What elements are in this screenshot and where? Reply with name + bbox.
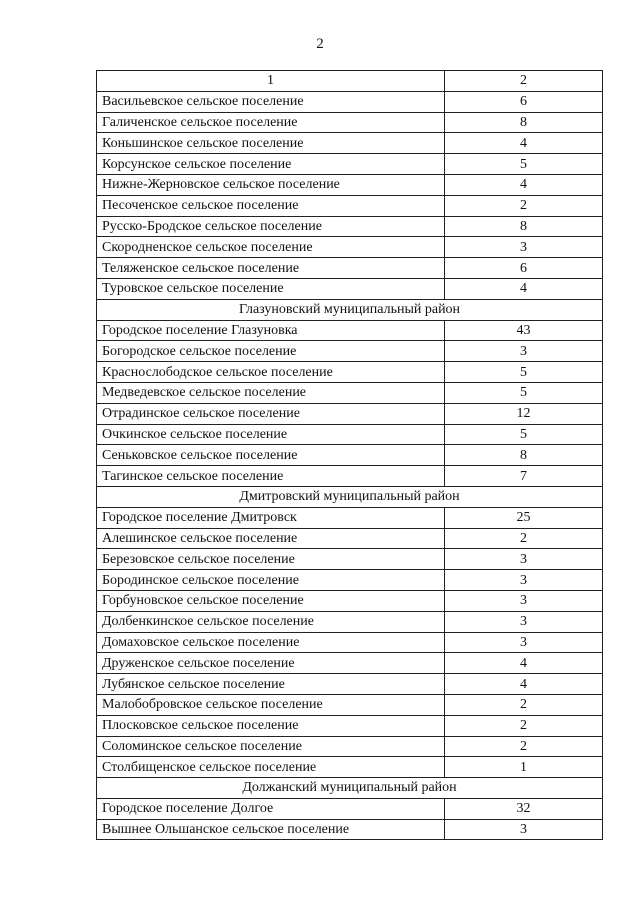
settlement-value: 2 — [445, 694, 603, 715]
table-row — [97, 91, 603, 112]
table-row — [97, 320, 603, 341]
table-row — [97, 112, 603, 133]
table-row — [97, 216, 603, 237]
table-row — [97, 570, 603, 591]
table-row — [97, 154, 603, 175]
table-row — [97, 736, 603, 757]
settlement-name: Туровское сельское поселение — [97, 278, 445, 299]
settlement-name: Городское поселение Глазуновка — [97, 320, 445, 341]
table-row — [97, 237, 603, 258]
settlement-name: Лубянское сельское поселение — [97, 674, 445, 695]
table-row — [97, 133, 603, 154]
district-header-row — [97, 778, 603, 799]
district-name: Дмитровский муниципальный район — [97, 486, 603, 507]
table-row — [97, 819, 603, 840]
settlement-name: Васильевское сельское поселение — [97, 91, 445, 112]
settlement-value: 5 — [445, 424, 603, 445]
settlement-name: Теляженское сельское поселение — [97, 258, 445, 279]
settlement-name: Очкинское сельское поселение — [97, 424, 445, 445]
settlement-value: 7 — [445, 466, 603, 487]
table-row — [97, 174, 603, 195]
table-body — [97, 71, 603, 840]
table-row — [97, 341, 603, 362]
settlement-name: Тагинское сельское поселение — [97, 466, 445, 487]
table-row — [97, 278, 603, 299]
table-row — [97, 362, 603, 383]
settlement-value: 5 — [445, 362, 603, 383]
settlement-name: Скородненское сельское поселение — [97, 237, 445, 258]
district-header-row — [97, 299, 603, 320]
settlement-value: 3 — [445, 570, 603, 591]
column-header-2: 2 — [445, 71, 603, 92]
settlements-table — [96, 70, 603, 840]
table-row — [97, 798, 603, 819]
settlement-value: 12 — [445, 403, 603, 424]
table-row — [97, 528, 603, 549]
table-row — [97, 694, 603, 715]
settlement-value: 3 — [445, 341, 603, 362]
settlement-value: 3 — [445, 632, 603, 653]
table-row — [97, 632, 603, 653]
column-header-1: 1 — [97, 71, 445, 92]
settlement-name: Отрадинское сельское поселение — [97, 403, 445, 424]
settlement-value: 8 — [445, 216, 603, 237]
table-row — [97, 507, 603, 528]
district-name: Глазуновский муниципальный район — [97, 299, 603, 320]
settlement-name: Столбищенское сельское поселение — [97, 757, 445, 778]
settlement-value: 4 — [445, 278, 603, 299]
settlement-value: 4 — [445, 174, 603, 195]
settlement-value: 5 — [445, 382, 603, 403]
table-row — [97, 674, 603, 695]
table-row — [97, 424, 603, 445]
settlement-value: 3 — [445, 590, 603, 611]
settlement-value: 4 — [445, 133, 603, 154]
table-row — [97, 653, 603, 674]
settlement-name: Плосковское сельское поселение — [97, 715, 445, 736]
settlement-name: Галиченское сельское поселение — [97, 112, 445, 133]
settlement-value: 8 — [445, 112, 603, 133]
settlement-name: Корсунское сельское поселение — [97, 154, 445, 175]
settlement-value: 3 — [445, 819, 603, 840]
settlement-name: Городское поселение Долгое — [97, 798, 445, 819]
table-row — [97, 611, 603, 632]
settlement-name: Нижне-Жерновское сельское поселение — [97, 174, 445, 195]
settlement-name: Вышнее Ольшанское сельское поселение — [97, 819, 445, 840]
settlement-name: Бородинское сельское поселение — [97, 570, 445, 591]
table-row — [97, 757, 603, 778]
settlement-name: Березовское сельское поселение — [97, 549, 445, 570]
table-row — [97, 382, 603, 403]
settlement-name: Песоченское сельское поселение — [97, 195, 445, 216]
settlement-value: 3 — [445, 611, 603, 632]
settlement-value: 3 — [445, 237, 603, 258]
settlement-name: Соломинское сельское поселение — [97, 736, 445, 757]
settlement-name: Алешинское сельское поселение — [97, 528, 445, 549]
settlement-name: Медведевское сельское поселение — [97, 382, 445, 403]
settlement-value: 32 — [445, 798, 603, 819]
settlement-name: Малобобровское сельское поселение — [97, 694, 445, 715]
settlement-value: 1 — [445, 757, 603, 778]
table-row — [97, 549, 603, 570]
table-row — [97, 403, 603, 424]
settlement-value: 6 — [445, 258, 603, 279]
table-row — [97, 466, 603, 487]
settlement-name: Краснослободское сельское поселение — [97, 362, 445, 383]
settlement-value: 25 — [445, 507, 603, 528]
settlement-value: 4 — [445, 674, 603, 695]
page-number: 2 — [316, 36, 324, 52]
settlement-value: 2 — [445, 715, 603, 736]
table-row — [97, 195, 603, 216]
settlement-value: 2 — [445, 528, 603, 549]
settlement-value: 2 — [445, 195, 603, 216]
table-row — [97, 715, 603, 736]
table-row — [97, 258, 603, 279]
district-name: Должанский муниципальный район — [97, 778, 603, 799]
settlement-name: Сеньковское сельское поселение — [97, 445, 445, 466]
settlement-value: 4 — [445, 653, 603, 674]
table-header-row — [97, 71, 603, 92]
settlement-name: Горбуновское сельское поселение — [97, 590, 445, 611]
district-header-row — [97, 486, 603, 507]
settlement-value: 5 — [445, 154, 603, 175]
settlement-value: 2 — [445, 736, 603, 757]
settlement-name: Друженское сельское поселение — [97, 653, 445, 674]
table-row — [97, 590, 603, 611]
settlement-value: 3 — [445, 549, 603, 570]
settlement-value: 8 — [445, 445, 603, 466]
settlement-name: Коньшинское сельское поселение — [97, 133, 445, 154]
settlement-name: Долбенкинское сельское поселение — [97, 611, 445, 632]
settlement-value: 6 — [445, 91, 603, 112]
settlement-name: Богородское сельское поселение — [97, 341, 445, 362]
settlement-name: Городское поселение Дмитровск — [97, 507, 445, 528]
settlement-value: 43 — [445, 320, 603, 341]
table-row — [97, 445, 603, 466]
settlement-name: Русско-Бродское сельское поселение — [97, 216, 445, 237]
settlement-name: Домаховское сельское поселение — [97, 632, 445, 653]
